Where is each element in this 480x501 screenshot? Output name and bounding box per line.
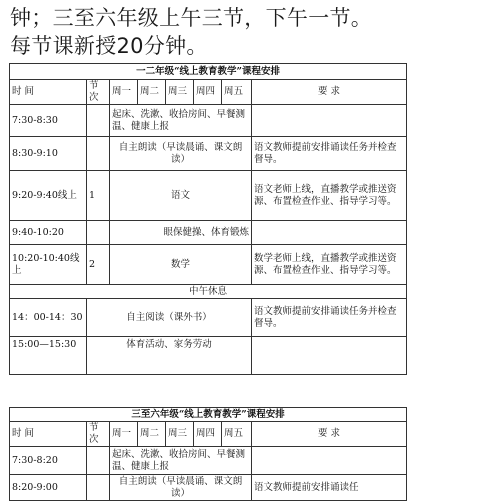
- table-row: [10, 105, 407, 137]
- header-tue: 周二: [138, 422, 166, 447]
- table-row: [10, 221, 407, 245]
- row-requirement: 语文教师提前安排诵读任务并检查督导。: [252, 299, 407, 337]
- row-requirement: [252, 221, 407, 245]
- table-row: [10, 245, 407, 285]
- table-row: [10, 447, 407, 475]
- header-mon: 周一: [110, 80, 138, 105]
- header-period: 节次: [87, 80, 110, 105]
- row-period: 2: [87, 245, 110, 285]
- row-time: 8:30-9:10: [10, 137, 87, 171]
- noon-break-label: 中午休息: [10, 285, 407, 299]
- intro-text: [10, 4, 476, 60]
- row-activity: 眼保健操、体育锻炼: [110, 221, 252, 245]
- row-time: 14：00-14：30: [10, 299, 87, 337]
- schedule-table-grades-3-6: [9, 407, 407, 501]
- row-time: 7:30-8:20: [10, 447, 87, 475]
- header-mon: 周一: [110, 422, 138, 447]
- row-activity: 数学: [110, 245, 252, 285]
- header-requirements: 要 求: [252, 80, 407, 105]
- row-activity: 起床、洗漱、收拾房间、早餐测温、健康上报: [110, 105, 252, 137]
- row-requirement: [252, 337, 407, 375]
- table-row: [10, 171, 407, 221]
- row-time: 8:20-9:00: [10, 475, 87, 501]
- row-activity: 自主朗读（早读晨诵、课文朗读）: [110, 475, 252, 501]
- row-period: [87, 221, 110, 245]
- header-fri: 周五: [222, 80, 252, 105]
- table-title: 三至六年级“线上教育教学”课程安排: [10, 408, 407, 422]
- header-row: [10, 80, 407, 105]
- row-requirement: 语文教师提前安排诵读任: [252, 475, 407, 501]
- row-activity: 自主朗读（早读晨诵、课文朗读）: [110, 137, 252, 171]
- row-activity: 体育活动、家务劳动: [87, 337, 252, 375]
- row-period: 1: [87, 171, 110, 221]
- row-activity: 自主阅读（课外书）: [87, 299, 252, 337]
- table-row: [10, 299, 407, 337]
- header-thu: 周四: [194, 80, 222, 105]
- row-requirement: [252, 105, 407, 137]
- row-requirement: 语文教师提前安排诵读任务并检查督导。: [252, 137, 407, 171]
- row-time: 7:30-8:30: [10, 105, 87, 137]
- header-fri: 周五: [222, 422, 252, 447]
- row-time: 9:20-9:40线上: [10, 171, 87, 221]
- row-period: [87, 105, 110, 137]
- row-period: [87, 475, 110, 501]
- header-time: 时 间: [10, 80, 87, 105]
- table-row: [10, 137, 407, 171]
- header-time: 时 间: [10, 422, 87, 447]
- row-time: 10:20-10:40线上: [10, 245, 87, 285]
- header-thu: 周四: [194, 422, 222, 447]
- header-tue: 周二: [138, 80, 166, 105]
- table-row: [10, 475, 407, 501]
- row-activity: 语文: [110, 171, 252, 221]
- noon-break-row: [10, 285, 407, 299]
- row-requirement: 语文老师上线，直播教学或推送资源、布置检查作业、指导学习等。: [252, 171, 407, 221]
- row-requirement: 数学老师上线，直播教学或推送资源、布置检查作业、指导学习等。: [252, 245, 407, 285]
- table-row: [10, 337, 407, 375]
- row-activity: 起床、洗漱、收拾房间、早餐测温、健康上报: [110, 447, 252, 475]
- table-title: 一二年级“线上教育教学”课程安排: [10, 64, 407, 80]
- schedule-table-grades-1-2: [9, 63, 407, 375]
- intro-line-1: 钟；三至六年级上午三节，下午一节。: [10, 6, 373, 30]
- header-row: [10, 422, 407, 447]
- row-period: [87, 137, 110, 171]
- row-period: [87, 447, 110, 475]
- header-wed: 周三: [166, 422, 194, 447]
- header-requirements: 要 求: [252, 422, 407, 447]
- header-wed: 周三: [166, 80, 194, 105]
- header-period: 节次: [87, 422, 110, 447]
- row-time: 15:00—15:30: [10, 337, 87, 375]
- intro-line-2: 每节课新授20分钟。: [10, 34, 208, 58]
- row-requirement: [252, 447, 407, 475]
- row-time: 9:40-10:20: [10, 221, 87, 245]
